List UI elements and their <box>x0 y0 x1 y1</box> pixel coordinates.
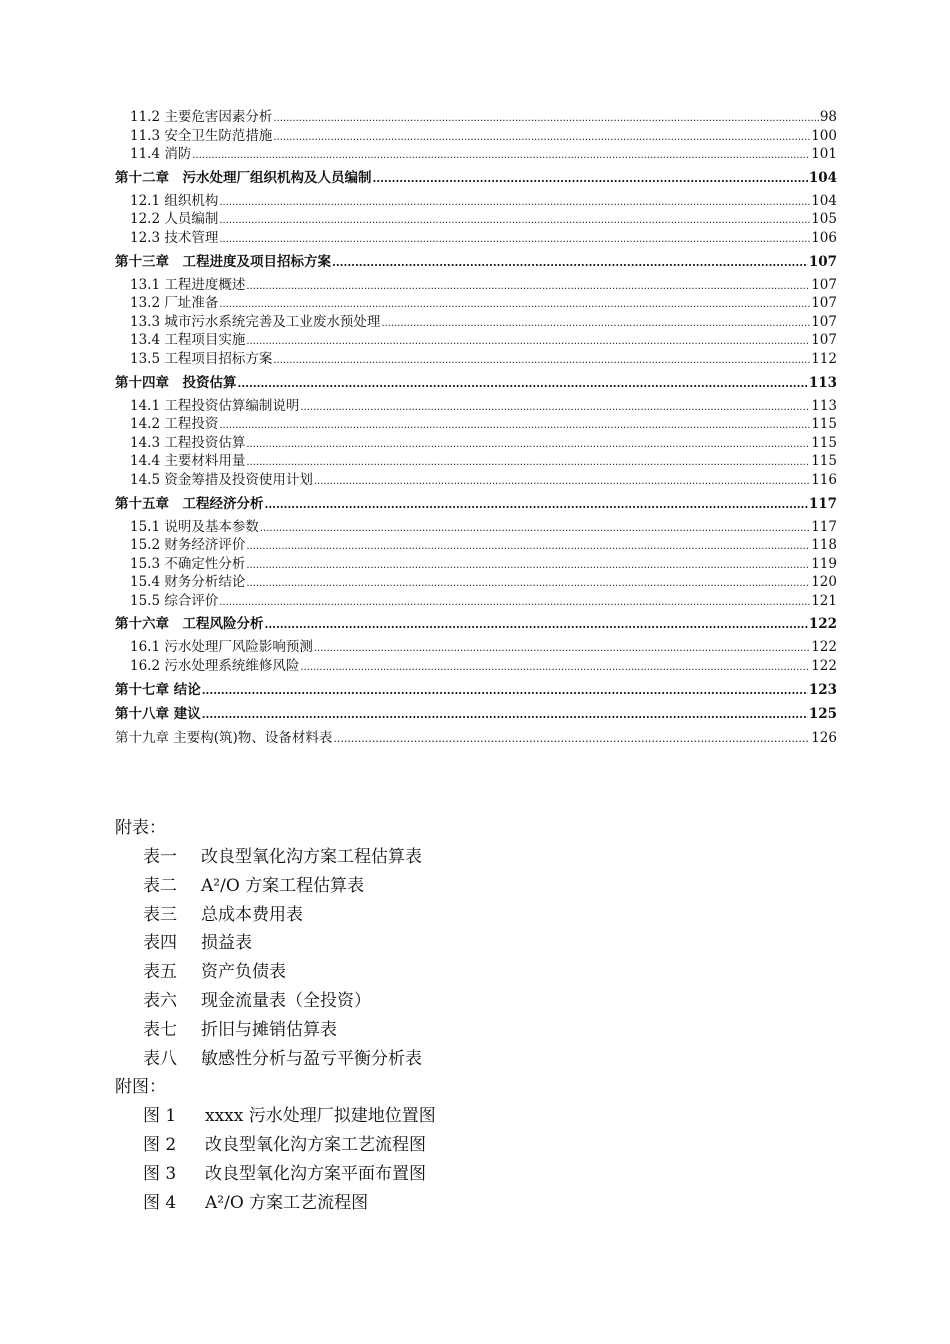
toc-entry-label: 第十九章 主要构(筑)物、设备材料表 <box>115 729 333 746</box>
appendix-item-title: 改良型氧化沟方案平面布置图 <box>205 1163 426 1184</box>
toc-entry-label: 第十七章 结论 <box>115 681 201 698</box>
toc-dot-leader <box>219 592 810 613</box>
toc-chapter-entry[interactable] <box>115 373 837 393</box>
toc-entry-page-number: 122 <box>811 658 837 675</box>
toc-dot-leader <box>202 680 808 701</box>
appendix-item-title: 改良型氧化沟方案工艺流程图 <box>205 1135 426 1156</box>
appendix-figures-heading: 附图： <box>115 1077 166 1098</box>
toc-chapter-entry[interactable] <box>115 494 837 514</box>
appendix-figure-item <box>115 1189 436 1218</box>
toc-entry-page-number: 101 <box>811 146 837 163</box>
toc-dot-leader <box>265 614 808 635</box>
toc-entry-page-number: 122 <box>808 616 837 633</box>
appendix-item-key: 表二 <box>143 875 177 896</box>
toc-section-entry[interactable] <box>115 331 837 350</box>
toc-section-entry[interactable] <box>115 555 837 574</box>
toc-dot-leader <box>219 229 810 250</box>
appendix-item-title: 改良型氧化沟方案工程估算表 <box>201 847 422 867</box>
toc-dot-leader <box>314 471 810 492</box>
toc-entry-page-number: 115 <box>811 453 837 470</box>
toc-entry-label: 15.3 不确定性分析 <box>130 555 246 572</box>
appendix-table-item <box>115 1045 436 1074</box>
toc-section-entry[interactable] <box>115 518 837 537</box>
toc-section-entry[interactable] <box>115 657 837 676</box>
toc-dot-leader <box>314 638 810 659</box>
appendix-item-title: 损益表 <box>201 933 252 954</box>
appendix-item-key: 图 1 <box>143 1106 177 1127</box>
toc-entry-label: 11.2 主要危害因素分析 <box>130 109 273 125</box>
toc-entry-label: 第十四章 投资估算 <box>115 374 237 391</box>
toc-section-entry[interactable] <box>115 452 837 471</box>
table-of-contents <box>115 108 837 752</box>
appendix-item-key: 表八 <box>143 1048 177 1069</box>
toc-dot-leader <box>238 373 808 394</box>
toc-section-entry[interactable] <box>115 434 837 453</box>
toc-section-entry[interactable] <box>115 313 837 332</box>
toc-chapter-entry[interactable] <box>115 614 837 634</box>
toc-entry-label: 15.1 说明及基本参数 <box>130 518 259 535</box>
toc-entry-page-number: 118 <box>811 537 837 554</box>
toc-section-entry[interactable] <box>115 638 837 657</box>
toc-entry-label: 14.5 资金筹措及投资使用计划 <box>130 471 313 488</box>
toc-entry-label: 13.2 厂址准备 <box>130 295 219 312</box>
toc-entry-label: 16.1 污水处理厂风险影响预测 <box>130 639 313 656</box>
appendix-figure-item <box>115 1131 436 1160</box>
appendix-item-title: xxxx 污水处理厂拟建地位置图 <box>205 1106 436 1127</box>
appendix-table-item <box>115 929 436 958</box>
toc-entry-label: 14.1 工程投资估算编制说明 <box>130 397 300 414</box>
toc-dot-leader <box>219 192 810 213</box>
toc-dot-leader <box>265 494 808 515</box>
toc-entry-label: 11.3 安全卫生防范措施 <box>130 127 273 144</box>
toc-entry-page-number: 98 <box>819 109 837 125</box>
toc-entry-label: 第十三章 工程进度及项目招标方案 <box>115 253 331 270</box>
toc-section-entry[interactable] <box>115 210 837 229</box>
appendix-item-key: 表六 <box>143 990 177 1011</box>
toc-entry-page-number: 100 <box>811 127 837 144</box>
toc-dot-leader <box>373 168 808 189</box>
toc-section-entry[interactable] <box>115 276 837 295</box>
toc-entry-page-number: 121 <box>811 592 837 609</box>
toc-section-entry[interactable] <box>115 536 837 555</box>
toc-chapter-entry[interactable] <box>115 680 837 700</box>
appendix-figure-item <box>115 1160 436 1189</box>
toc-dot-leader <box>246 276 810 297</box>
appendix-item-title: A²/O 方案工程估算表 <box>201 875 365 896</box>
appendix-item-title: 资产负债表 <box>201 962 286 983</box>
appendix-item-title: 折旧与摊销估算表 <box>201 1019 337 1040</box>
toc-dot-leader <box>246 573 810 594</box>
toc-section-entry[interactable] <box>115 397 837 416</box>
toc-entry-label: 13.5 工程项目招标方案 <box>130 350 273 367</box>
toc-entry-page-number: 106 <box>811 229 837 246</box>
toc-entry-label: 14.2 工程投资 <box>130 416 219 433</box>
toc-entry-page-number: 115 <box>811 434 837 451</box>
appendix-table-item <box>115 901 436 930</box>
toc-section-entry[interactable] <box>115 108 837 127</box>
toc-entry-label: 13.1 工程进度概述 <box>130 276 246 293</box>
toc-entry-page-number: 115 <box>811 416 837 433</box>
appendix-item-title: A²/O 方案工艺流程图 <box>205 1192 369 1213</box>
toc-section-entry[interactable] <box>115 294 837 313</box>
appendix-table-item <box>115 843 436 872</box>
toc-section-entry[interactable] <box>115 573 837 592</box>
toc-entry-page-number: 125 <box>808 705 837 722</box>
toc-section-entry[interactable] <box>115 471 837 490</box>
toc-section-entry[interactable] <box>115 592 837 611</box>
appendix-item-key: 图 3 <box>143 1163 177 1184</box>
toc-entry-label: 第十八章 建议 <box>115 705 201 722</box>
toc-dot-leader <box>246 434 810 455</box>
toc-entry-page-number: 117 <box>808 495 837 512</box>
toc-dot-leader <box>381 313 810 334</box>
toc-dot-leader <box>273 108 818 129</box>
appendix-item-key: 表三 <box>143 904 177 925</box>
appendix-item-key: 表七 <box>143 1019 177 1040</box>
toc-dot-leader <box>300 397 810 418</box>
toc-entry-page-number: 113 <box>811 397 837 414</box>
toc-entry-page-number: 126 <box>811 729 837 746</box>
toc-entry-label: 13.4 工程项目实施 <box>130 332 246 349</box>
toc-entry-label: 第十五章 工程经济分析 <box>115 495 264 512</box>
toc-entry-label: 第十六章 工程风险分析 <box>115 616 264 633</box>
toc-entry-label: 15.5 综合评价 <box>130 592 219 609</box>
appendix-figures-list <box>115 1102 436 1217</box>
toc-entry-label: 11.4 消防 <box>130 146 192 163</box>
toc-entry-label: 第十二章 污水处理厂组织机构及人员编制 <box>115 169 372 186</box>
toc-dot-leader <box>246 331 810 352</box>
appendix-figure-item <box>115 1102 436 1131</box>
appendix-table-item <box>115 1016 436 1045</box>
toc-dot-leader <box>246 452 810 473</box>
toc-entry-label: 13.3 城市污水系统完善及工业废水预处理 <box>130 313 381 330</box>
toc-entry-label: 14.4 主要材料用量 <box>130 453 246 470</box>
toc-entry-page-number: 116 <box>811 471 837 488</box>
toc-entry-page-number: 107 <box>811 276 837 293</box>
appendix-item-title: 敏感性分析与盈亏平衡分析表 <box>201 1048 422 1069</box>
toc-dot-leader <box>273 350 810 371</box>
toc-entry-page-number: 119 <box>811 555 837 572</box>
appendix-item-title: 总成本费用表 <box>201 904 303 925</box>
appendix-section <box>115 814 436 1218</box>
toc-section-entry[interactable] <box>115 229 837 248</box>
toc-dot-leader <box>332 252 808 273</box>
toc-dot-leader <box>219 294 810 315</box>
toc-section-entry[interactable] <box>115 192 837 211</box>
toc-entry-page-number: 120 <box>811 574 837 591</box>
toc-chapter-entry[interactable] <box>115 252 837 272</box>
appendix-item-key: 图 2 <box>143 1135 177 1156</box>
toc-entry-page-number: 113 <box>808 374 837 391</box>
toc-entry-label: 15.4 财务分析结论 <box>130 574 246 591</box>
appendix-table-item <box>115 958 436 987</box>
toc-section-entry[interactable] <box>115 415 837 434</box>
toc-entry-label: 14.3 工程投资估算 <box>130 434 246 451</box>
toc-dot-leader <box>300 657 810 678</box>
toc-entry-page-number: 104 <box>811 192 837 209</box>
toc-chapter-entry[interactable] <box>115 704 837 724</box>
appendix-tables-heading: 附表： <box>115 818 166 838</box>
toc-section-entry[interactable] <box>115 350 837 369</box>
appendix-item-key: 图 4 <box>143 1192 177 1213</box>
toc-entry-label: 16.2 污水处理系统维修风险 <box>130 658 300 675</box>
toc-dot-leader <box>260 518 810 539</box>
toc-entry-label: 12.1 组织机构 <box>130 192 219 209</box>
toc-entry-page-number: 117 <box>811 518 837 535</box>
toc-chapter-entry[interactable] <box>115 728 837 748</box>
toc-dot-leader <box>273 127 810 148</box>
toc-chapter-entry[interactable] <box>115 168 837 188</box>
appendix-tables-list <box>115 843 436 1073</box>
toc-dot-leader <box>219 210 810 231</box>
toc-dot-leader <box>202 704 808 725</box>
appendix-item-title: 现金流量表（全投资） <box>201 990 371 1011</box>
toc-dot-leader <box>246 555 810 576</box>
appendix-table-item <box>115 872 436 901</box>
toc-entry-page-number: 107 <box>811 295 837 312</box>
toc-dot-leader <box>246 536 810 557</box>
appendix-item-key: 表一 <box>143 847 177 867</box>
toc-dot-leader <box>333 728 810 749</box>
toc-entry-label: 15.2 财务经济评价 <box>130 537 246 554</box>
toc-entry-page-number: 122 <box>811 639 837 656</box>
toc-entry-page-number: 105 <box>811 211 837 228</box>
toc-dot-leader <box>192 145 810 166</box>
appendix-table-item <box>115 987 436 1016</box>
toc-entry-page-number: 112 <box>811 350 837 367</box>
toc-entry-page-number: 107 <box>811 332 837 349</box>
appendix-item-key: 表四 <box>143 933 177 954</box>
toc-entry-label: 12.2 人员编制 <box>130 211 219 228</box>
toc-entry-page-number: 123 <box>808 681 837 698</box>
toc-entry-page-number: 107 <box>808 253 837 270</box>
toc-section-entry[interactable] <box>115 127 837 146</box>
toc-entry-page-number: 104 <box>808 169 837 186</box>
toc-section-entry[interactable] <box>115 145 837 164</box>
toc-entry-label: 12.3 技术管理 <box>130 229 219 246</box>
toc-entry-page-number: 107 <box>811 313 837 330</box>
toc-dot-leader <box>219 415 810 436</box>
appendix-item-key: 表五 <box>143 962 177 983</box>
